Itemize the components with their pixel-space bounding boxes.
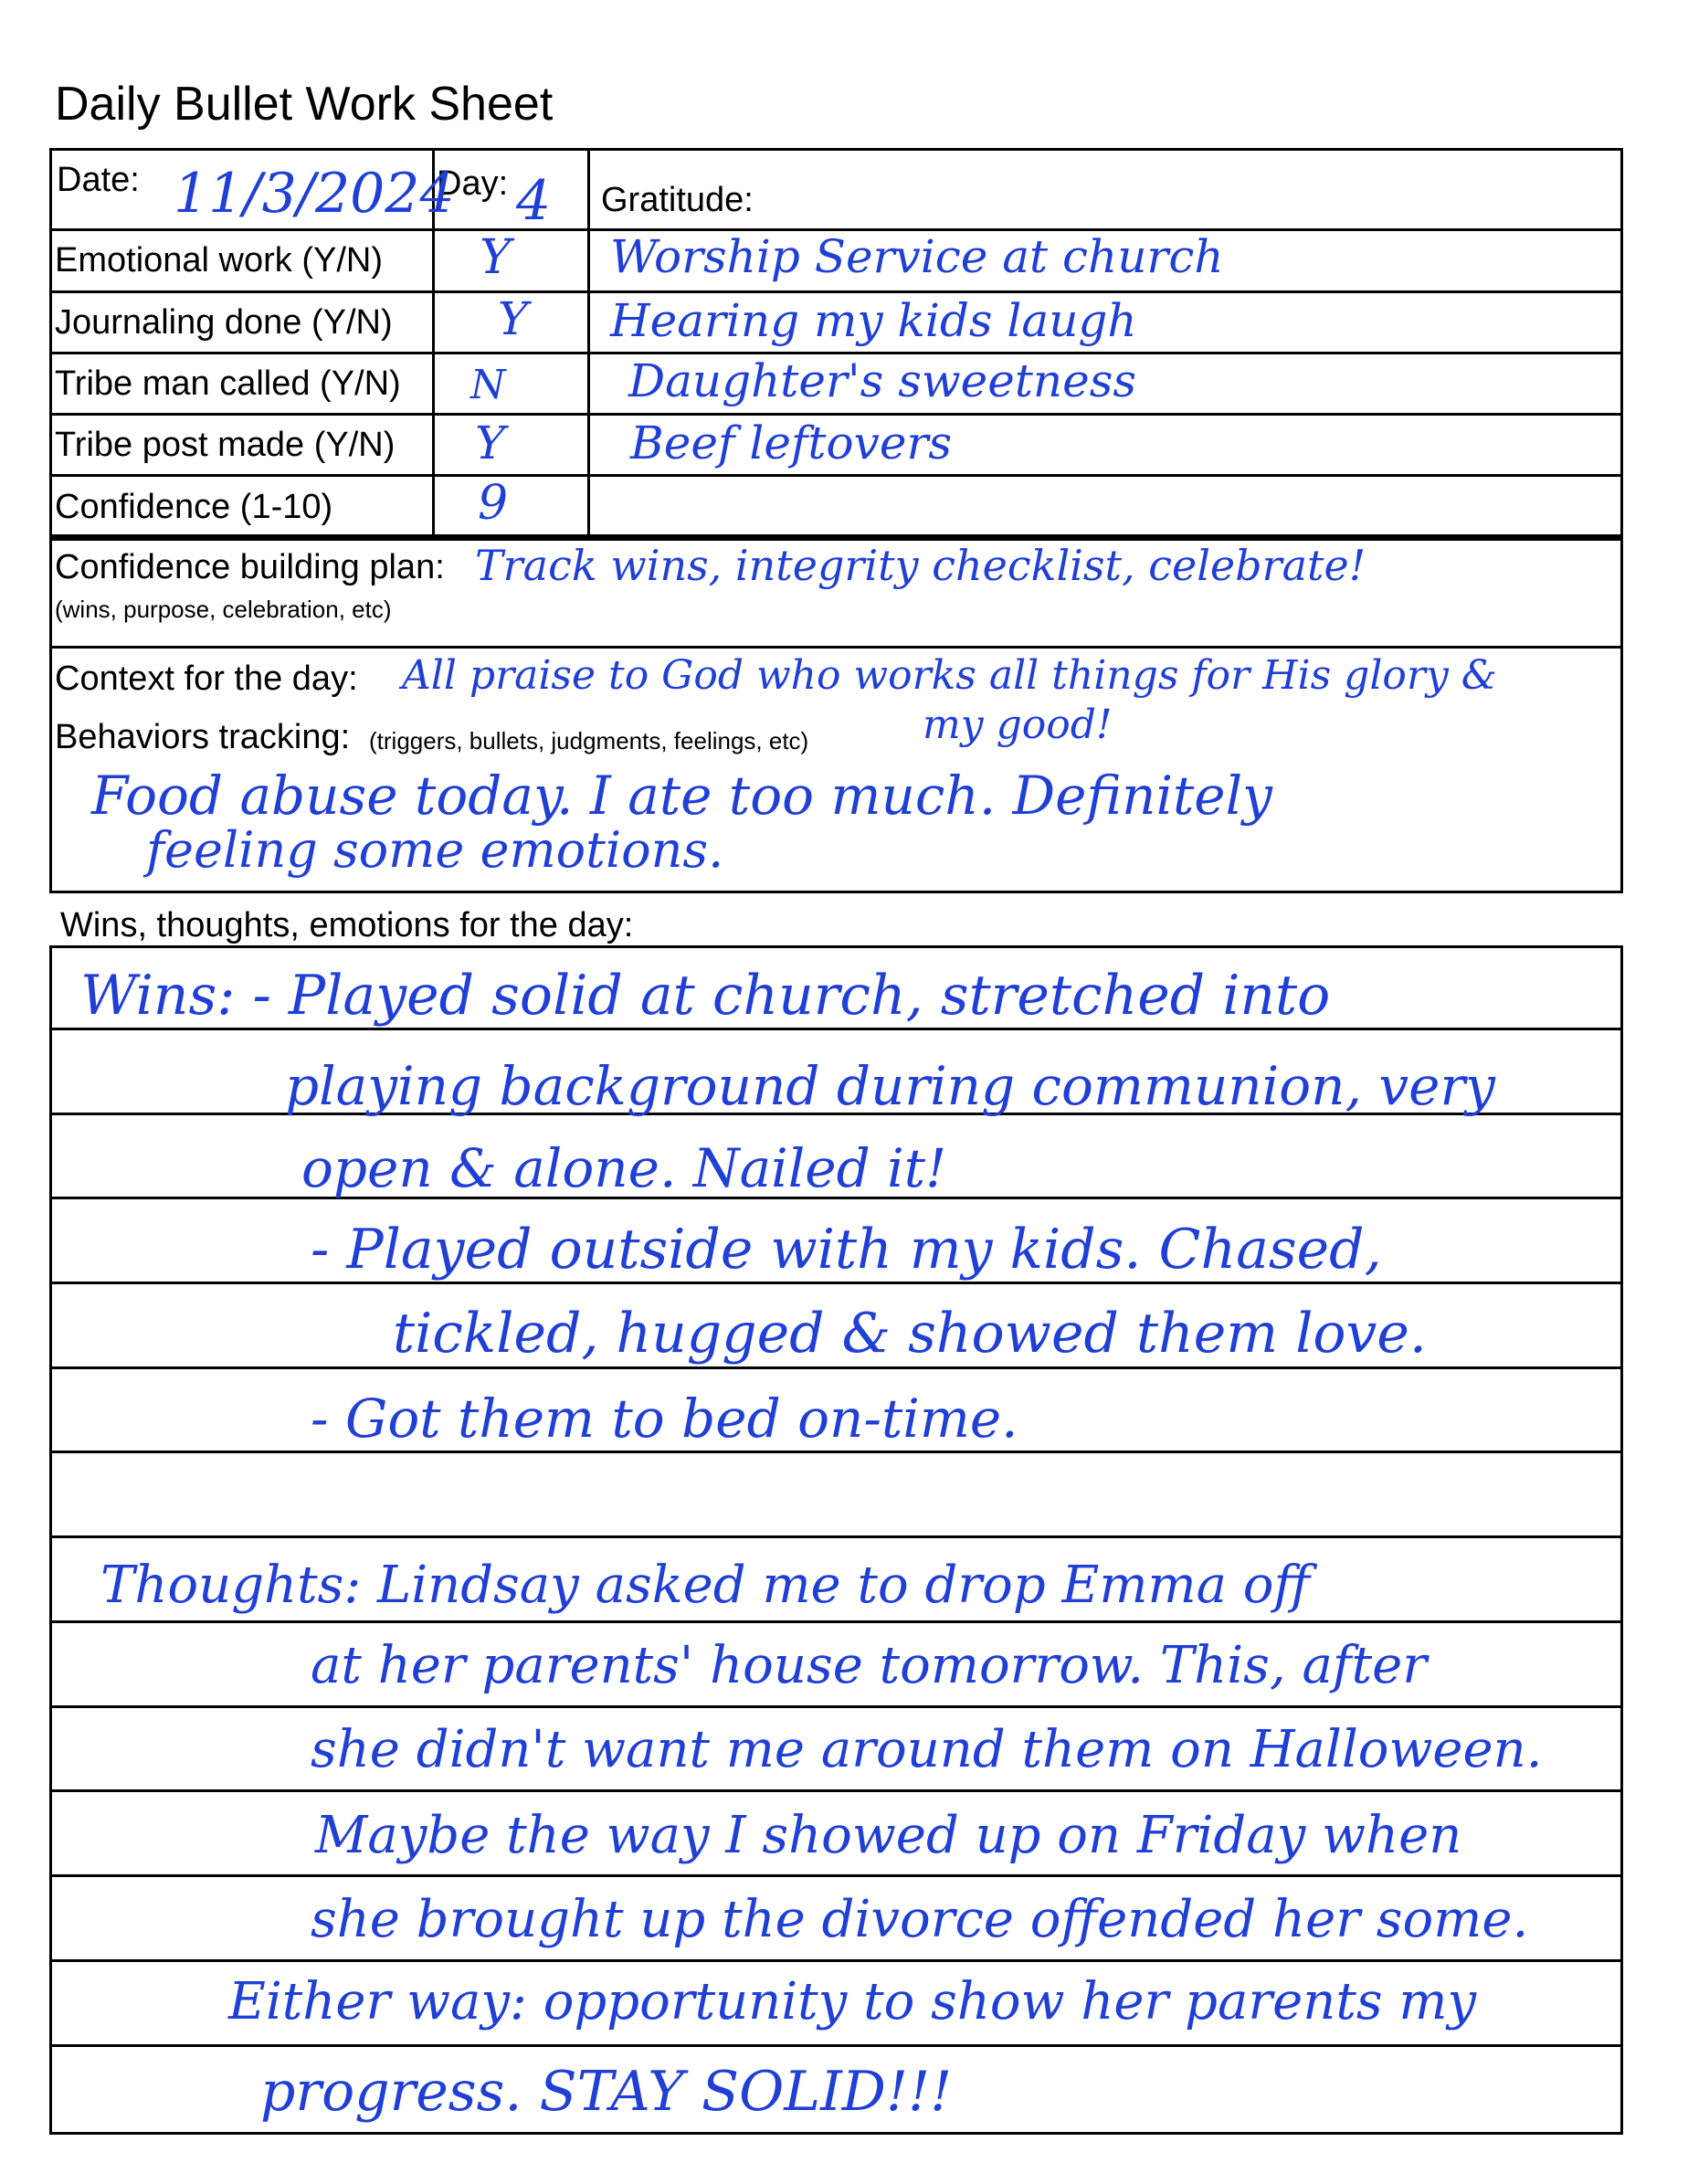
gratitude-item-4: Beef leftovers xyxy=(630,417,953,470)
tribe-post-entry: Y xyxy=(475,417,506,470)
wins-line-6: - Got them to bed on-time. xyxy=(311,1387,1018,1450)
gratitude-item-3: Daughter's sweetness xyxy=(628,354,1137,407)
gratitude-label: Gratitude: xyxy=(601,181,754,219)
thoughts-line-5: she brought up the divorce offended her some. xyxy=(311,1890,1529,1949)
wins-line-4: - Played outside with my kids. Chased, xyxy=(311,1218,1382,1282)
date-entry: 11/3/2024 xyxy=(174,162,455,226)
context-entry-line2: my good! xyxy=(923,702,1113,748)
wins-line-2: playing background during communion, very xyxy=(285,1055,1495,1117)
worksheet-title: Daily Bullet Work Sheet xyxy=(55,78,554,131)
day-entry: 4 xyxy=(516,169,552,233)
behaviors-entry-line2: feeling some emotions. xyxy=(146,821,724,879)
lined-notes-box xyxy=(49,945,1623,2135)
confidence-plan-hint: (wins, purpose, celebration, etc) xyxy=(55,596,392,623)
wins-header-label: Wins, thoughts, emotions for the day: xyxy=(60,906,634,944)
thoughts-line-6: Either way: opportunity to show her parents my xyxy=(228,1972,1477,2031)
context-label: Context for the day: xyxy=(55,659,358,698)
tribe-post-label: Tribe post made (Y/N) xyxy=(55,426,396,464)
wins-line-5: tickled, hugged & showed them love. xyxy=(393,1302,1428,1366)
wins-line-1: Wins: - Played solid at church, stretched into xyxy=(80,964,1331,1028)
confidence-plan-entry: Track wins, integrity checklist, celebrate! xyxy=(475,541,1366,590)
tribe-called-label: Tribe man called (Y/N) xyxy=(55,364,401,403)
emotional-work-label: Emotional work (Y/N) xyxy=(55,241,383,280)
wins-line-3: open & alone. Nailed it! xyxy=(301,1137,947,1199)
day-label: Day: xyxy=(437,164,509,203)
emotional-work-entry: Y xyxy=(480,230,512,285)
journaling-entry: Y xyxy=(498,292,529,345)
thoughts-line-3: she didn't want me around them on Halloween. xyxy=(311,1720,1543,1779)
date-label: Date: xyxy=(57,161,140,199)
thoughts-line-7: progress. STAY SOLID!!! xyxy=(260,2060,953,2124)
behaviors-label: Behaviors tracking: xyxy=(55,718,351,756)
confidence-plan-label: Confidence building plan: xyxy=(55,548,445,586)
tribe-called-entry: N xyxy=(470,362,506,408)
gratitude-item-2: Hearing my kids laugh xyxy=(610,294,1137,347)
thoughts-line-4: Maybe the way I showed up on Friday when xyxy=(315,1806,1462,1865)
journaling-label: Journaling done (Y/N) xyxy=(55,303,393,342)
behaviors-hint: (triggers, bullets, judgments, feelings, etc) xyxy=(369,727,809,754)
gratitude-item-1: Worship Service at church xyxy=(610,230,1224,283)
thoughts-line-1: Thoughts: Lindsay asked me to drop Emma off xyxy=(100,1556,1311,1615)
behaviors-entry-line1: Food abuse today. I ate too much. Definitely xyxy=(91,765,1272,827)
thoughts-line-2: at her parents' house tomorrow. This, after xyxy=(311,1636,1428,1695)
confidence-label: Confidence (1-10) xyxy=(55,488,333,526)
confidence-entry: 9 xyxy=(478,476,509,531)
context-entry-line1: All praise to God who works all things for His glory & xyxy=(402,652,1497,699)
